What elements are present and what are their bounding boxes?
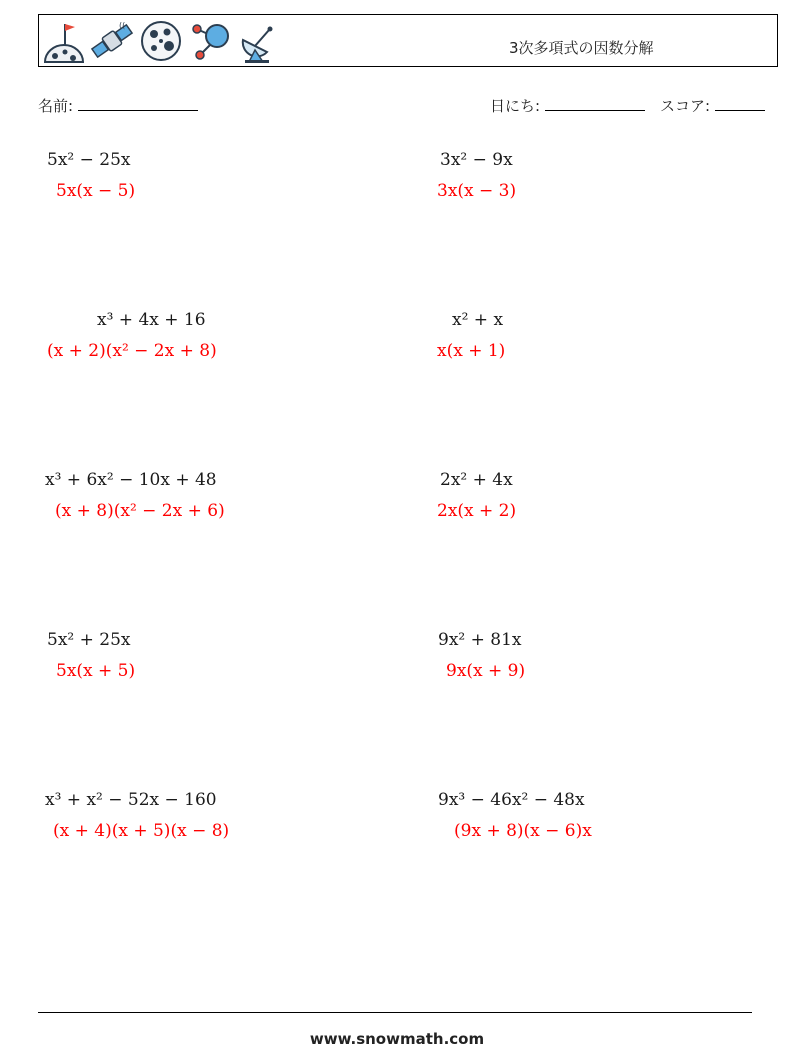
problem-7-question: 5x² + 25x — [47, 630, 131, 650]
problem-3-answer: (x + 2)(x² − 2x + 8) — [47, 341, 217, 361]
footer-url: www.snowmath.com — [309, 1030, 485, 1048]
page-title: 3次多項式の因数分解 — [509, 39, 654, 57]
problem-9-answer: (x + 4)(x + 5)(x − 8) — [53, 821, 230, 841]
problem-1-question: 5x² − 25x — [47, 150, 131, 170]
date-label: 日にち: — [490, 97, 541, 115]
date-blank — [545, 97, 645, 111]
name-label: 名前: — [38, 97, 74, 115]
moon-ball-icon — [139, 18, 183, 64]
header-box — [38, 14, 778, 67]
problem-10-question: 9x³ − 46x² − 48x — [438, 790, 585, 810]
problem-5-question: x³ + 6x² − 10x + 48 — [45, 470, 217, 490]
date-field — [490, 95, 645, 116]
problem-10-answer: (9x + 8)(x − 6)x — [454, 821, 592, 841]
problem-5-answer: (x + 8)(x² − 2x + 6) — [55, 501, 225, 521]
satellite-icon — [89, 18, 135, 64]
problem-2-answer: 3x(x − 3) — [437, 181, 517, 201]
satellite-dish-icon — [237, 18, 283, 64]
problem-8-answer: 9x(x + 9) — [446, 661, 526, 681]
problem-2-question: 3x² − 9x — [440, 150, 513, 170]
problem-9-question: x³ + x² − 52x − 160 — [45, 790, 217, 810]
molecule-icon — [187, 18, 233, 64]
problem-8-question: 9x² + 81x — [438, 630, 522, 650]
name-field — [38, 95, 198, 116]
svg-text:((: (( — [119, 21, 126, 30]
problem-6-answer: 2x(x + 2) — [437, 501, 517, 521]
header-icons — [43, 18, 283, 64]
score-blank — [715, 97, 765, 111]
moon-flag-icon — [43, 18, 85, 64]
problem-4-answer: x(x + 1) — [437, 341, 506, 361]
footer-divider — [38, 1012, 752, 1013]
problem-1-answer: 5x(x − 5) — [56, 181, 136, 201]
score-field — [660, 95, 765, 116]
score-label: スコア: — [660, 97, 711, 115]
name-blank — [78, 97, 198, 111]
problem-7-answer: 5x(x + 5) — [56, 661, 136, 681]
problem-4-question: x² + x — [452, 310, 504, 330]
problem-3-question: x³ + 4x + 16 — [97, 310, 206, 330]
problem-6-question: 2x² + 4x — [440, 470, 513, 490]
